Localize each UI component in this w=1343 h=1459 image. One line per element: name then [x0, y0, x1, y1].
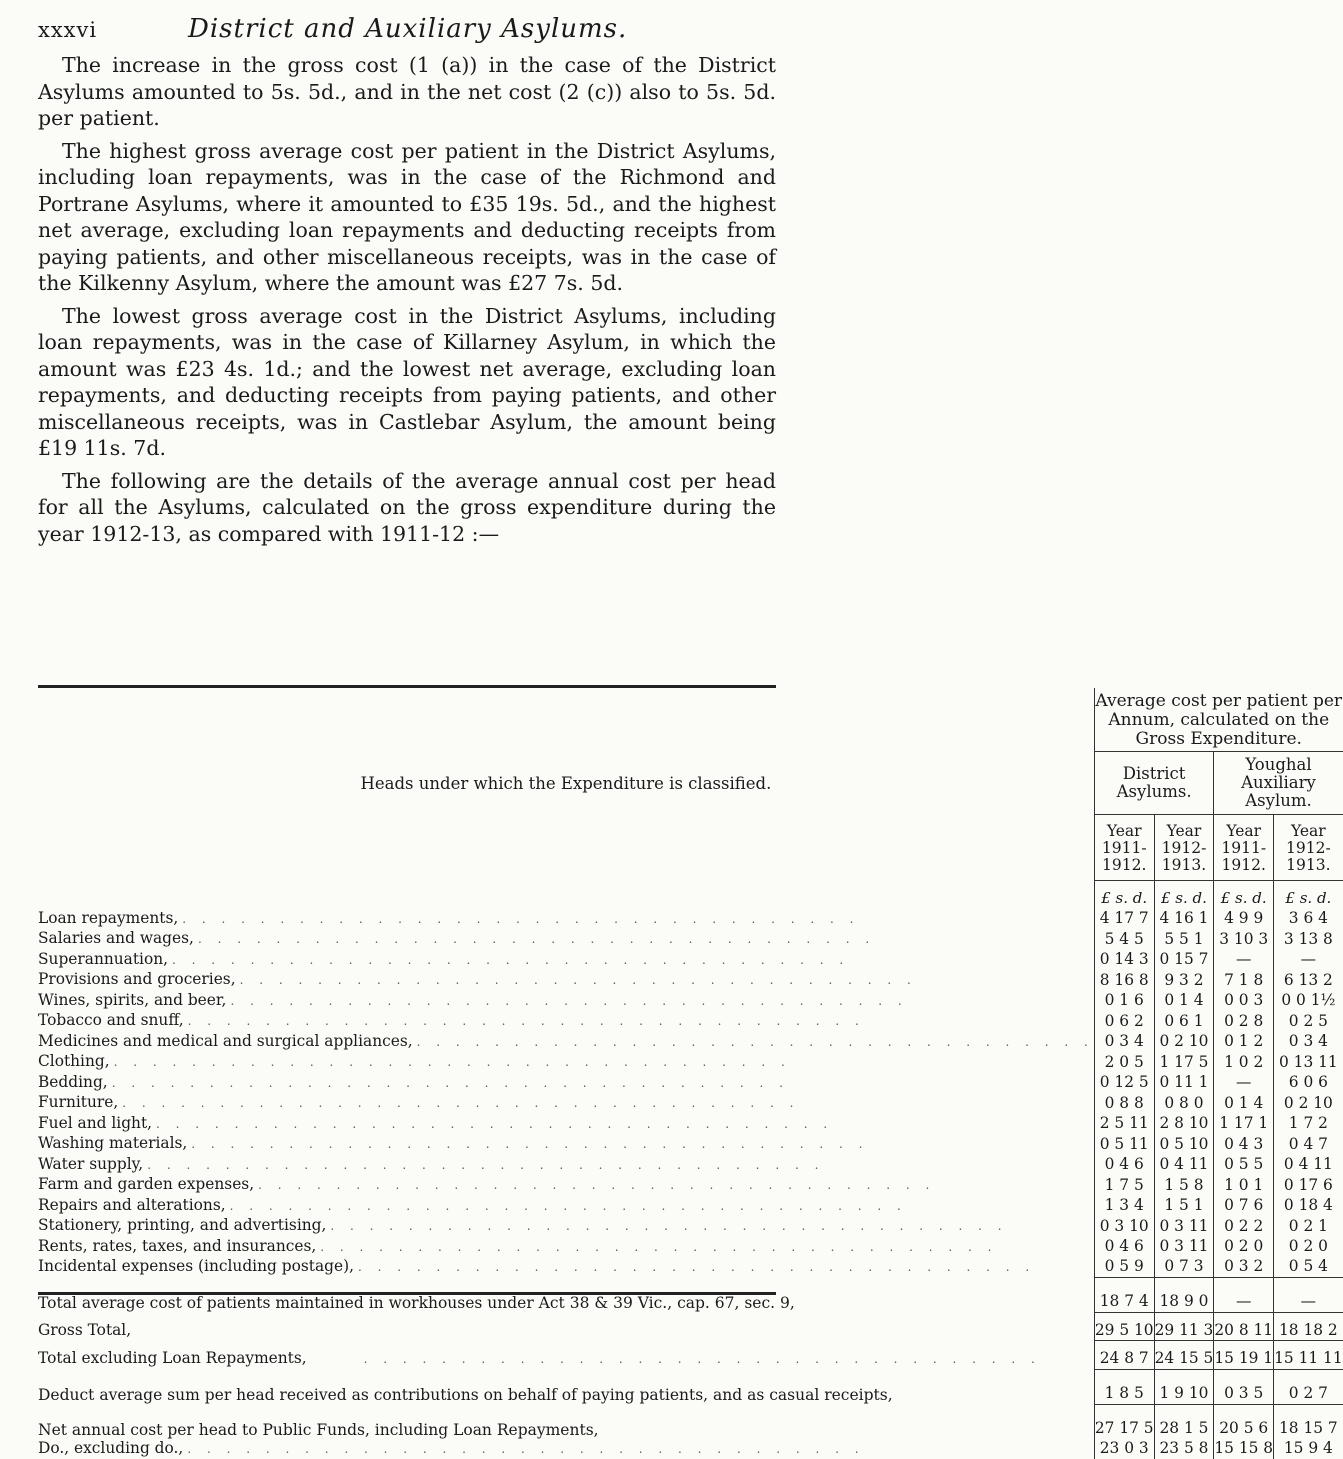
row-label-cell — [38, 991, 1094, 1012]
value-cell: 1 5 8 — [1154, 1175, 1214, 1196]
spacer-cell — [1094, 1341, 1154, 1350]
spacer-cell — [1214, 1370, 1274, 1379]
table-row — [38, 1011, 1343, 1032]
spacer-row — [38, 1341, 1343, 1350]
table-row — [38, 1349, 1343, 1370]
row-label: Fuel and light, — [38, 1114, 152, 1134]
value-cell: 0 8 0 — [1154, 1093, 1214, 1114]
spacer-cell — [38, 1370, 1094, 1379]
row-label: Salaries and wages, — [38, 929, 194, 949]
table-row — [38, 1413, 1343, 1439]
value-cell: 0 2 7 — [1274, 1378, 1343, 1404]
table-row — [38, 1093, 1343, 1114]
leader-dots: . . . . . . . . . . . . . . . . . . . . . . . . . . . . . . . . . . . — [194, 930, 1094, 950]
value-cell: 0 2 0 — [1274, 1237, 1343, 1258]
value-cell: 1 0 2 — [1214, 1052, 1274, 1073]
spacer-cell — [1274, 1341, 1343, 1350]
row-label-cell — [38, 1114, 1094, 1135]
row-label: Deduct average sum per head received as contributions on behalf of paying patients, and as casual receipts, — [38, 1386, 893, 1404]
row-label-wrap — [38, 1073, 1094, 1094]
value-cell: 0 0 3 — [1214, 991, 1274, 1012]
value-cell: 0 12 5 — [1094, 1073, 1154, 1094]
table-row — [38, 1052, 1343, 1073]
row-label-cell — [38, 1011, 1094, 1032]
row-label-wrap — [38, 1011, 1094, 1032]
row-label-cell — [38, 1196, 1094, 1217]
row-label-wrap — [38, 929, 1094, 950]
spacer-cell — [1214, 1312, 1274, 1321]
table-row — [38, 1237, 1343, 1258]
row-label-wrap — [38, 1216, 1094, 1237]
leader-dots: . . . . . . . . . . . . . . . . . . . . . . . . . . . . . . . . . . . — [183, 1440, 1094, 1459]
row-label-wrap — [38, 991, 1094, 1012]
row-label: Water supply, — [38, 1155, 143, 1175]
value-cell: 2 8 10 — [1154, 1114, 1214, 1135]
row-label-wrap — [38, 1257, 1094, 1278]
spacer-cell — [1214, 1341, 1274, 1350]
value-cell: 5 4 5 — [1094, 929, 1154, 950]
value-cell: 0 3 4 — [1094, 1032, 1154, 1053]
spacer-cell — [1214, 1404, 1274, 1413]
table-row — [38, 1257, 1343, 1278]
leader-dots: . . . . . . . . . . . . . . . . . . . . . . . . . . . . . . . . . . . — [326, 1217, 1093, 1237]
table-row — [38, 1286, 1343, 1312]
table-row — [38, 909, 1343, 930]
value-cell: 15 11 11 — [1274, 1349, 1343, 1370]
row-label: Loan repayments, — [38, 909, 178, 929]
value-cell: 4 16 1 — [1154, 909, 1214, 930]
row-label-wrap — [38, 1114, 1094, 1135]
value-cell: 0 2 5 — [1274, 1011, 1343, 1032]
value-cell: 29 5 10 — [1094, 1321, 1154, 1341]
table-row — [38, 1196, 1343, 1217]
row-label: Washing materials, — [38, 1134, 187, 1154]
value-cell: 15 15 8 — [1214, 1439, 1274, 1459]
value-cell: 0 6 1 — [1154, 1011, 1214, 1032]
unit-cell: £ s. d. — [1154, 881, 1214, 909]
table-row — [38, 1439, 1343, 1459]
leader-dots: . . . . . . . . . . . . . . . . . . . . . . . . . . . . . . . . . . . — [316, 1238, 1094, 1258]
value-cell: 20 8 11 — [1214, 1321, 1274, 1341]
value-cell: 1 3 4 — [1094, 1196, 1154, 1217]
unit-row — [38, 881, 1343, 909]
spacer-cell — [38, 1312, 1094, 1321]
leader-dots: . . . . . . . . . . . . . . . . . . . . . . . . . . . . . . . . . . . — [413, 1033, 1094, 1053]
value-cell: 0 2 10 — [1154, 1032, 1214, 1053]
paragraph-2: The highest gross average cost per patient in the District Asylums, including loan repayments, was in the case of the Richmond and Portrane Asylums, where it amounted to £35 19s. 5d., and the highest net average, excluding loan repayments and deducting receipts from paying patients, and other miscellaneous receipts, was in the case of the Kilkenny Asylum, where the amount was £27 7s. 5d. — [38, 138, 776, 297]
row-label-wrap — [38, 1321, 1094, 1341]
row-label-wrap — [38, 909, 1094, 930]
heads-label: Heads under which the Expenditure is classified. — [38, 688, 1094, 881]
value-cell: 7 1 8 — [1214, 970, 1274, 991]
value-cell: 18 18 2 — [1274, 1321, 1343, 1341]
value-cell: 3 13 8 — [1274, 929, 1343, 950]
value-cell: 1 7 2 — [1274, 1114, 1343, 1135]
youghal-header: Youghal Auxiliary Asylum. — [1214, 752, 1343, 815]
value-cell: 0 5 11 — [1094, 1134, 1154, 1155]
spacer-cell — [38, 1278, 1094, 1287]
row-label: Incidental expenses (including postage), — [38, 1257, 354, 1277]
year-header: Year 1911-1912. — [1094, 815, 1154, 881]
value-cell: 0 5 4 — [1274, 1257, 1343, 1278]
value-cell: 27 17 5 — [1094, 1413, 1154, 1439]
value-cell: 0 2 0 — [1214, 1237, 1274, 1258]
value-cell: — — [1214, 1286, 1274, 1312]
table-row — [38, 950, 1343, 971]
value-cell: 0 3 4 — [1274, 1032, 1343, 1053]
row-label: Total average cost of patients maintained in workhouses under Act 38 & 39 Vic., cap. 67, sec. 9, — [38, 1294, 795, 1312]
leader-dots: . . . . . . . . . . . . . . . . . . . . . . . . . . . . . . . . . . . — [307, 1350, 1094, 1370]
value-cell: 9 3 2 — [1154, 970, 1214, 991]
table-row — [38, 1378, 1343, 1404]
table-row — [38, 1032, 1343, 1053]
table-row — [38, 1073, 1343, 1094]
row-label-wrap — [38, 1134, 1094, 1155]
table-row — [38, 1321, 1343, 1341]
row-label-cell — [38, 1286, 1094, 1312]
table-row — [38, 1155, 1343, 1176]
leader-dots: . . . . . . . . . . . . . . . . . . . . . . . . . . . . . . . . . . . — [236, 971, 1094, 991]
row-label-cell — [38, 1439, 1094, 1459]
value-cell: — — [1214, 1073, 1274, 1094]
row-label-cell — [38, 1216, 1094, 1237]
value-cell: 0 7 6 — [1214, 1196, 1274, 1217]
spacer-row — [38, 1278, 1343, 1287]
row-label: Rents, rates, taxes, and insurances, — [38, 1237, 316, 1257]
value-cell: 6 13 2 — [1274, 970, 1343, 991]
row-label-wrap — [38, 1175, 1094, 1196]
leader-dots: . . . . . . . . . . . . . . . . . . . . . . . . . . . . . . . . . . . — [226, 992, 1093, 1012]
row-label-cell — [38, 1378, 1094, 1404]
table-row — [38, 1216, 1343, 1237]
unit-cell: £ s. d. — [1094, 881, 1154, 909]
value-cell: 20 5 6 — [1214, 1413, 1274, 1439]
value-cell: 0 4 3 — [1214, 1134, 1274, 1155]
spacer-cell — [1274, 1278, 1343, 1287]
row-label-cell — [38, 929, 1094, 950]
row-label: Farm and garden expenses, — [38, 1175, 254, 1195]
row-label-cell — [38, 1237, 1094, 1258]
spacer-cell — [1094, 1312, 1154, 1321]
row-label-wrap — [38, 1052, 1094, 1073]
value-cell: 0 11 1 — [1154, 1073, 1214, 1094]
spacer-cell — [1274, 1404, 1343, 1413]
page-header — [38, 2, 780, 52]
unit-cell: £ s. d. — [1274, 881, 1343, 909]
page-number: xxxvi — [38, 18, 97, 42]
spacer-row — [38, 1370, 1343, 1379]
spacer-cell — [1214, 1278, 1274, 1287]
cost-table — [38, 688, 1343, 1459]
row-label: Wines, spirits, and beer, — [38, 991, 226, 1011]
value-cell: 5 5 1 — [1154, 929, 1214, 950]
leader-dots: . . . . . . . . . . . . . . . . . . . . . . . . . . . . . . . . . . . — [108, 1074, 1094, 1094]
row-label-cell — [38, 970, 1094, 991]
value-cell: 1 7 5 — [1094, 1175, 1154, 1196]
value-cell: 0 1 6 — [1094, 991, 1154, 1012]
value-cell: 0 3 11 — [1154, 1237, 1214, 1258]
row-label-cell — [38, 1413, 1094, 1439]
spacer-cell — [1154, 1312, 1214, 1321]
spacer-cell — [1154, 1370, 1214, 1379]
unit-cell: £ s. d. — [1214, 881, 1274, 909]
value-cell: 0 17 6 — [1274, 1175, 1343, 1196]
value-cell: 2 0 5 — [1094, 1052, 1154, 1073]
paragraph-1: The increase in the gross cost (1 (a)) in the case of the District Asylums amounted to 5s. 5d., and in the net cost (2 (c)) also to 5s. 5d. per patient. — [38, 52, 776, 132]
value-cell: 0 18 4 — [1274, 1196, 1343, 1217]
value-cell: 1 17 1 — [1214, 1114, 1274, 1135]
leader-dots: . . . . . . . . . . . . . . . . . . . . . . . . . . . . . . . . . . . — [226, 1197, 1094, 1217]
value-cell: 6 0 6 — [1274, 1073, 1343, 1094]
table-row — [38, 1175, 1343, 1196]
leader-dots: . . . . . . . . . . . . . . . . . . . . . . . . . . . . . . . . . . . — [168, 951, 1094, 971]
row-label-cell — [38, 950, 1094, 971]
value-cell: 0 8 8 — [1094, 1093, 1154, 1114]
value-cell: 0 5 9 — [1094, 1257, 1154, 1278]
leader-dots: . . . . . . . . . . . . . . . . . . . . . . . . . . . . . . . . . . . — [178, 910, 1094, 930]
value-cell: 29 11 3 — [1154, 1321, 1214, 1341]
value-cell: 0 1 4 — [1154, 991, 1214, 1012]
value-cell: 0 2 1 — [1274, 1216, 1343, 1237]
value-cell: 0 1 2 — [1214, 1032, 1274, 1053]
row-label: Medicines and medical and surgical appliances, — [38, 1032, 413, 1052]
row-label: Net annual cost per head to Public Funds, including Loan Repayments, — [38, 1421, 599, 1439]
row-label-wrap — [38, 1093, 1094, 1114]
row-label-wrap — [38, 970, 1094, 991]
spacer-cell — [1154, 1341, 1214, 1350]
year-header: Year 1912-1913. — [1154, 815, 1214, 881]
leader-dots: . . . . . . . . . . . . . . . . . . . . . . . . . . . . . . . . . . . — [184, 1012, 1094, 1032]
spacer-row — [38, 1312, 1343, 1321]
value-cell: 23 0 3 — [1094, 1439, 1154, 1459]
spacer-cell — [1274, 1312, 1343, 1321]
table-row — [38, 970, 1343, 991]
value-cell: 18 7 4 — [1094, 1286, 1154, 1312]
leader-dots: . . . . . . . . . . . . . . . . . . . . . . . . . . . . . . . . . . . — [110, 1053, 1094, 1073]
group-header: Average cost per patient per Annum, calculated on the Gross Expenditure. — [1094, 688, 1342, 752]
leader-dots: . . . . . . . . . . . . . . . . . . . . . . . . . . . . . . . . . . . — [152, 1115, 1094, 1135]
district-header: District Asylums. — [1094, 752, 1214, 815]
row-label: Stationery, printing, and advertising, — [38, 1216, 326, 1236]
paragraph-4: The following are the details of the average annual cost per head for all the Asylums, calculated on the gross expenditure during the year 1912-13, as compared with 1911-12 :— — [38, 468, 776, 548]
value-cell: 4 9 9 — [1214, 909, 1274, 930]
value-cell: 0 5 5 — [1214, 1155, 1274, 1176]
value-cell: 1 0 1 — [1214, 1175, 1274, 1196]
leader-dots: . . . . . . . . . . . . . . . . . . . . . . . . . . . . . . . . . . . — [187, 1135, 1094, 1155]
value-cell: 24 8 7 — [1094, 1349, 1154, 1370]
spacer-cell — [1154, 1278, 1214, 1287]
spacer-row — [38, 1404, 1343, 1413]
row-label-cell — [38, 1321, 1094, 1341]
value-cell: 0 1 4 — [1214, 1093, 1274, 1114]
value-cell: 2 5 11 — [1094, 1114, 1154, 1135]
value-cell: 0 4 11 — [1274, 1155, 1343, 1176]
value-cell: 4 17 7 — [1094, 909, 1154, 930]
row-label-cell — [38, 1073, 1094, 1094]
row-label: Furniture, — [38, 1093, 118, 1113]
row-label-cell — [38, 1175, 1094, 1196]
value-cell: 0 0 1½ — [1274, 991, 1343, 1012]
value-cell: 15 9 4 — [1274, 1439, 1343, 1459]
row-label-wrap — [38, 1155, 1094, 1176]
value-cell: 24 15 5 — [1154, 1349, 1214, 1370]
value-cell: 1 17 5 — [1154, 1052, 1214, 1073]
year-header: Year 1912-1913. — [1274, 815, 1343, 881]
row-label-cell — [38, 1349, 1094, 1370]
row-label-cell — [38, 1052, 1094, 1073]
row-label-cell — [38, 1093, 1094, 1114]
value-cell: 0 4 7 — [1274, 1134, 1343, 1155]
value-cell: 0 14 3 — [1094, 950, 1154, 971]
value-cell: 0 15 7 — [1154, 950, 1214, 971]
value-cell: 28 1 5 — [1154, 1413, 1214, 1439]
row-label-wrap — [38, 1196, 1094, 1217]
row-label: Repairs and alterations, — [38, 1196, 226, 1216]
spacer-cell — [38, 1404, 1094, 1413]
value-cell: — — [1214, 950, 1274, 971]
row-label-wrap — [38, 1349, 1094, 1370]
leader-dots: . . . . . . . . . . . . . . . . . . . . . . . . . . . . . . . . . . . — [254, 1176, 1094, 1196]
value-cell: — — [1274, 950, 1343, 971]
spacer-cell — [1094, 1370, 1154, 1379]
row-label-cell — [38, 909, 1094, 930]
value-cell: 1 8 5 — [1094, 1378, 1154, 1404]
leader-dots: . . . . . . . . . . . . . . . . . . . . . . . . . . . . . . . . . . . — [354, 1258, 1094, 1278]
paragraph-3: The lowest gross average cost in the District Asylums, including loan repayments, was in the case of Killarney Asylum, in which the amount was £23 4s. 1d.; and the lowest net average, excluding loan repayments, and deducting receipts from paying patients, and other miscellaneous receipts, was in Castlebar Asylum, the amount being £19 11s. 7d. — [38, 303, 776, 462]
row-label-wrap — [38, 1237, 1094, 1258]
value-cell: 1 5 1 — [1154, 1196, 1214, 1217]
value-cell: 0 2 2 — [1214, 1216, 1274, 1237]
spacer-cell — [1094, 1404, 1154, 1413]
value-cell: 18 15 7 — [1274, 1413, 1343, 1439]
value-cell: 0 7 3 — [1154, 1257, 1214, 1278]
spacer-cell — [1154, 1404, 1214, 1413]
row-label: Provisions and groceries, — [38, 970, 236, 990]
value-cell: 15 19 1 — [1214, 1349, 1274, 1370]
value-cell: 0 5 10 — [1154, 1134, 1214, 1155]
leader-dots: . . . . . . . . . . . . . . . . . . . . . . . . . . . . . . . . . . . — [118, 1094, 1094, 1114]
cost-table-container — [38, 685, 776, 1295]
row-label-cell — [38, 1134, 1094, 1155]
row-label-cell — [38, 1257, 1094, 1278]
leader-dots: . . . . . . . . . . . . . . . . . . . . . . . . . . . . . . . . . . . — [143, 1156, 1094, 1176]
value-cell: 18 9 0 — [1154, 1286, 1214, 1312]
value-cell: 0 6 2 — [1094, 1011, 1154, 1032]
row-label-cell — [38, 1032, 1094, 1053]
spacer-cell — [1274, 1370, 1343, 1379]
table-row — [38, 1134, 1343, 1155]
body-text — [38, 52, 776, 553]
row-label: Total excluding Loan Repayments, — [38, 1349, 307, 1369]
table-row — [38, 991, 1343, 1012]
year-header: Year 1911-1912. — [1214, 815, 1274, 881]
row-label: Bedding, — [38, 1073, 108, 1093]
value-cell: 0 2 8 — [1214, 1011, 1274, 1032]
row-label: Tobacco and snuff, — [38, 1011, 184, 1031]
spacer-cell — [38, 1341, 1094, 1350]
value-cell: 8 16 8 — [1094, 970, 1154, 991]
row-label-wrap — [38, 1032, 1094, 1053]
table-row — [38, 1114, 1343, 1135]
value-cell: 0 3 2 — [1214, 1257, 1274, 1278]
table-row — [38, 929, 1343, 950]
row-label: Clothing, — [38, 1052, 110, 1072]
value-cell: 0 4 11 — [1154, 1155, 1214, 1176]
value-cell: 0 13 11 — [1274, 1052, 1343, 1073]
value-cell: 3 10 3 — [1214, 929, 1274, 950]
row-label-wrap — [38, 1439, 1094, 1459]
row-label: Do., excluding do., — [38, 1439, 183, 1459]
value-cell: — — [1274, 1286, 1343, 1312]
value-cell: 0 3 10 — [1094, 1216, 1154, 1237]
value-cell: 0 4 6 — [1094, 1237, 1154, 1258]
value-cell: 0 2 10 — [1274, 1093, 1343, 1114]
spacer-cell — [1094, 1278, 1154, 1287]
value-cell: 3 6 4 — [1274, 909, 1343, 930]
row-label-wrap — [38, 950, 1094, 971]
value-cell: 1 9 10 — [1154, 1378, 1214, 1404]
running-title: District and Auxiliary Asylums. — [188, 14, 627, 44]
value-cell: 0 3 11 — [1154, 1216, 1214, 1237]
row-label: Gross Total, — [38, 1321, 131, 1341]
row-label: Superannuation, — [38, 950, 168, 970]
value-cell: 0 4 6 — [1094, 1155, 1154, 1176]
value-cell: 0 3 5 — [1214, 1378, 1274, 1404]
value-cell: 23 5 8 — [1154, 1439, 1214, 1459]
row-label-cell — [38, 1155, 1094, 1176]
